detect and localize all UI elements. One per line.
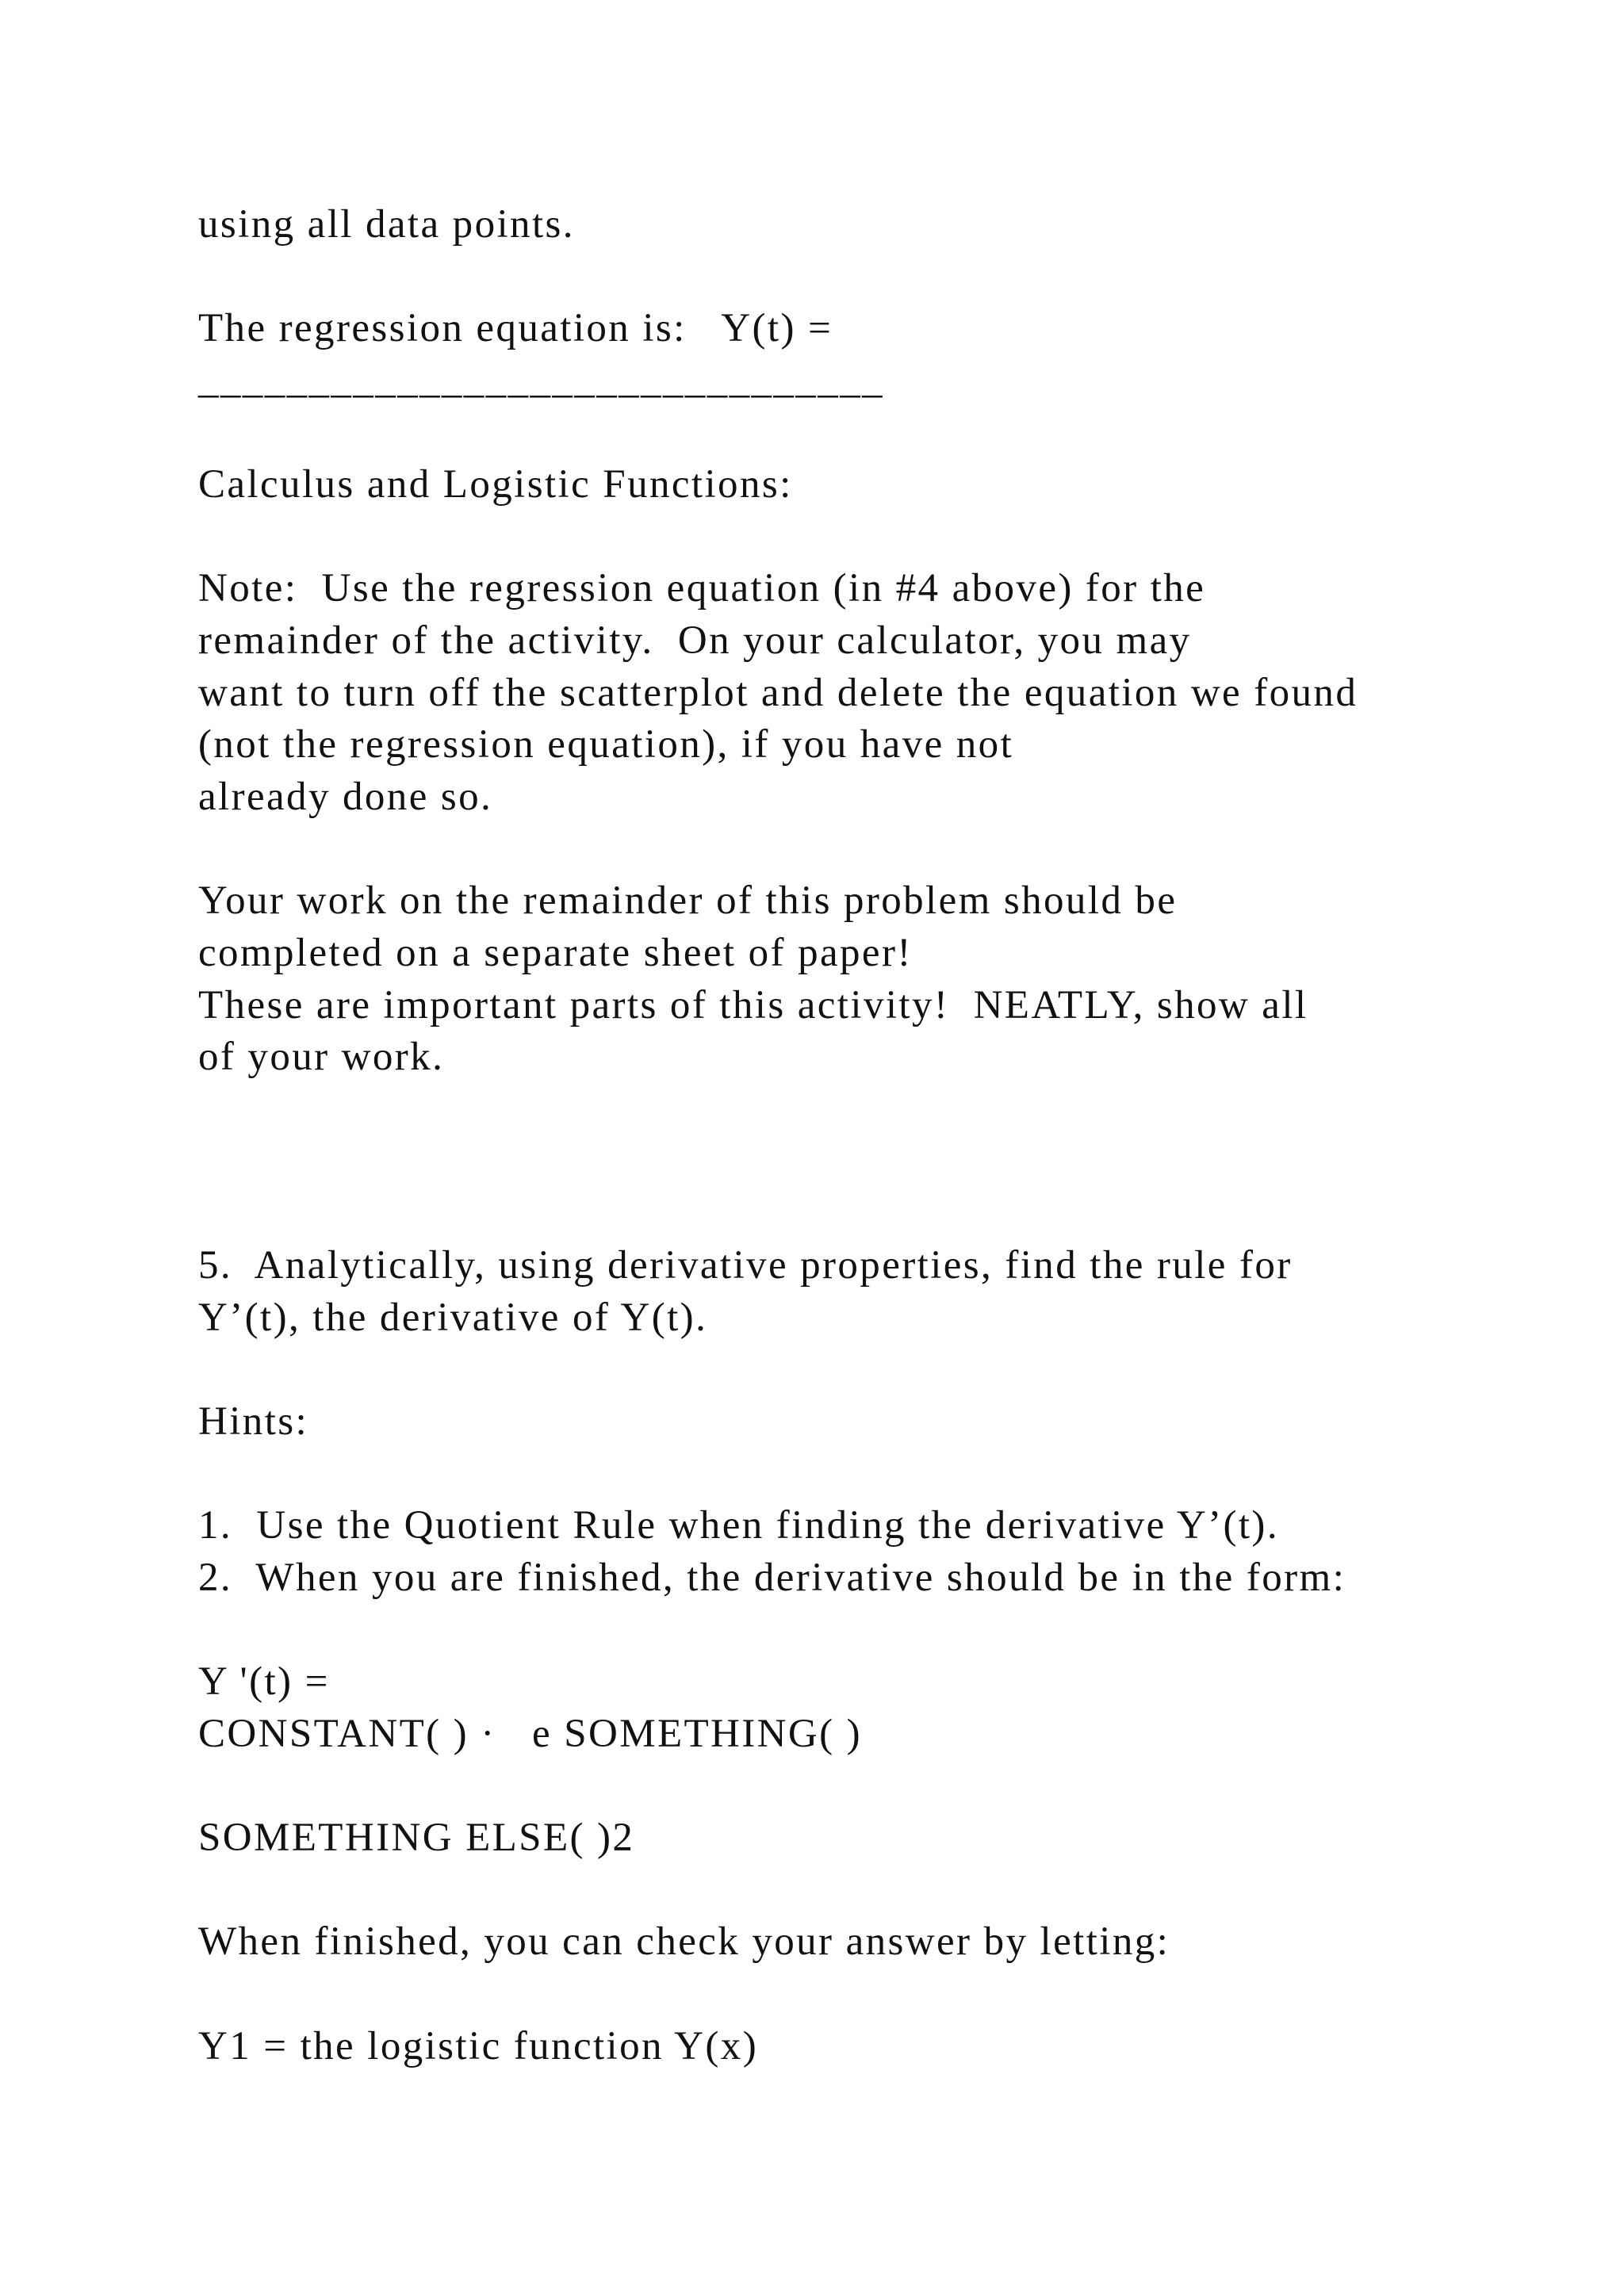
- text-line: remainder of the activity. On your calculator, you may: [198, 618, 1192, 663]
- derivative-form-numerator: CONSTANT( ) · e SOMETHING( ): [198, 1712, 863, 1756]
- hints-heading: Hints:: [198, 1399, 309, 1444]
- derivative-form-lhs: Y '(t) =: [198, 1659, 330, 1704]
- section-heading: Calculus and Logistic Functions:: [198, 462, 793, 507]
- text-line: want to turn off the scatterplot and delete the equation we found: [198, 671, 1358, 715]
- text-line: completed on a separate sheet of paper!: [198, 931, 913, 975]
- text-line: When finished, you can check your answer by letting:: [198, 1919, 1170, 1964]
- hint-2: 2. When you are finished, the derivative should be in the form:: [198, 1556, 1346, 1600]
- hint-1: 1. Use the Quotient Rule when finding the derivative Y’(t).: [198, 1503, 1279, 1548]
- text-line: Note: Use the regression equation (in #4 above) for the: [198, 566, 1206, 610]
- derivative-form-denominator: SOMETHING ELSE( )2: [198, 1816, 635, 1860]
- answer-blank-line: _______________________________: [198, 358, 884, 402]
- text-line: Your work on the remainder of this problem should be: [198, 878, 1178, 923]
- text-line: using all data points.: [198, 202, 575, 247]
- regression-equation-prompt: The regression equation is: Y(t) =: [198, 306, 833, 350]
- text-line: already done so.: [198, 775, 493, 819]
- text-line: of your work.: [198, 1035, 445, 1079]
- text-line: These are important parts of this activity! NEATLY, show all: [198, 983, 1308, 1027]
- question-5-continued: Y’(t), the derivative of Y(t).: [198, 1295, 708, 1340]
- text-line: (not the regression equation), if you have not: [198, 722, 1014, 767]
- question-5: 5. Analytically, using derivative properties, find the rule for: [198, 1243, 1293, 1288]
- text-line: Y1 = the logistic function Y(x): [198, 2024, 759, 2068]
